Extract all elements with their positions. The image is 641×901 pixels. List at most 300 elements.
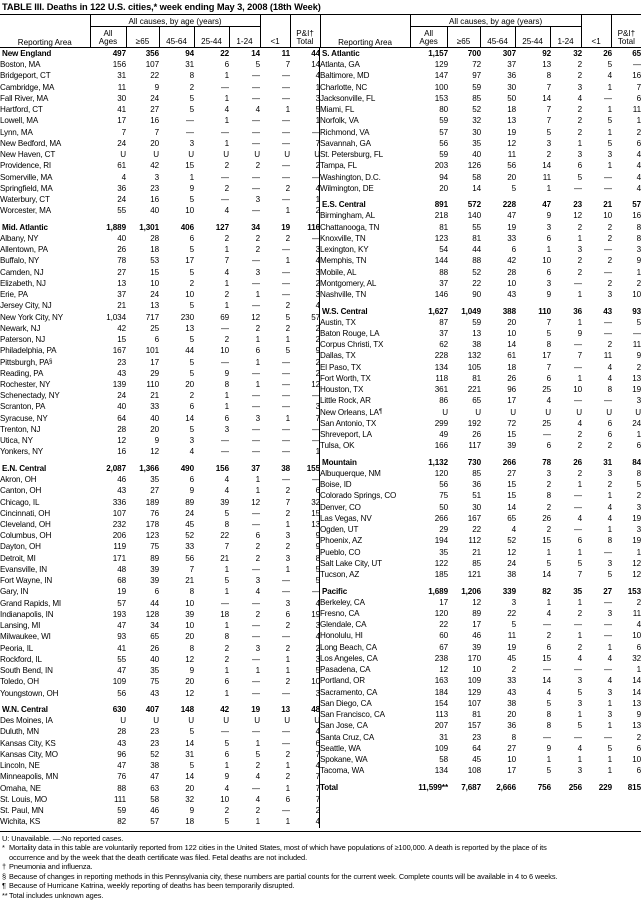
cell-age-25-44: 1 <box>224 245 229 255</box>
cell-age-under-1: — <box>282 138 290 148</box>
reporting-area-cell: Springfield, MA <box>0 183 53 193</box>
cell-pi-total: 12 <box>632 570 641 580</box>
cell-age-45-64: 3 <box>511 597 516 607</box>
cell-age-under-1: 13 <box>281 704 290 714</box>
cell-all-ages: 139 <box>112 379 126 389</box>
cell-age-65-plus: 15 <box>150 267 159 277</box>
cell-age-1-24: 3 <box>577 766 582 776</box>
table-row <box>0 93 320 104</box>
reporting-area-cell: New England <box>2 49 52 58</box>
cell-age-65-plus: 730 <box>467 457 481 467</box>
cell-pi-total: 10 <box>632 755 641 765</box>
table-row <box>0 59 320 70</box>
cell-age-65-plus: 53 <box>150 256 159 266</box>
footnote-marker: ¶ <box>378 407 383 415</box>
header-label-row <box>0 27 641 48</box>
cell-all-ages: 171 <box>112 553 126 563</box>
cell-pi-total: 9 <box>636 351 641 361</box>
reporting-area-cell: Kansas City, MO <box>0 749 58 759</box>
cell-age-25-44: 5 <box>546 766 551 776</box>
cell-pi-total: 8 <box>636 222 641 232</box>
cell-age-1-24: 35 <box>573 586 582 596</box>
cell-age-25-44: 14 <box>542 161 551 171</box>
cell-age-45-64: 8 <box>511 732 516 742</box>
cell-age-under-1: 1 <box>285 564 290 574</box>
cell-age-1-24: — <box>252 727 260 737</box>
cell-pi-total: 4 <box>315 598 320 608</box>
cell-age-25-44: 1 <box>224 666 229 676</box>
cell-age-45-64: 266 <box>502 457 516 467</box>
cell-all-ages: 27 <box>117 267 126 277</box>
reporting-area-cell: Las Vegas, NV <box>320 513 372 523</box>
table-row <box>320 720 641 731</box>
cell-all-ages: 299 <box>434 418 448 428</box>
table-row <box>0 726 320 737</box>
table-row <box>0 194 320 205</box>
cell-age-45-64: 490 <box>180 463 194 473</box>
cell-age-25-44: 156 <box>215 463 229 473</box>
reporting-area-cell: Portland, OR <box>320 676 365 686</box>
cell-age-25-44: 6 <box>546 441 551 451</box>
cell-age-25-44: 2 <box>546 525 551 535</box>
cell-age-45-64: 2 <box>189 82 194 92</box>
cell-pi-total: 9 <box>315 346 320 356</box>
header-span-row <box>0 15 641 27</box>
table-row <box>0 715 320 726</box>
cell-age-65-plus: 57 <box>150 817 159 827</box>
cell-all-ages: 11,599** <box>418 782 448 792</box>
cell-age-25-44: 8 <box>546 71 551 81</box>
cell-age-25-44: 5 <box>546 698 551 708</box>
cell-age-under-1: 1 <box>285 413 290 423</box>
cell-age-25-44: 14 <box>542 676 551 686</box>
cell-all-ages: 43 <box>117 738 126 748</box>
reporting-area-header-left: Reporting Area <box>17 38 72 47</box>
table-row <box>0 609 320 620</box>
cell-age-65-plus: 178 <box>145 519 159 529</box>
cell-pi-total: 2 <box>636 362 641 372</box>
cell-age-65-plus: 170 <box>467 653 481 663</box>
cell-age-under-1: 11 <box>281 49 290 58</box>
cell-age-1-24: 2 <box>577 609 582 618</box>
cell-age-under-1: 2 <box>285 542 290 552</box>
cell-age-65-plus: 81 <box>472 233 481 243</box>
cell-age-45-64: U <box>510 407 516 417</box>
cell-age-under-1: 1 <box>285 783 290 793</box>
cell-age-65-plus: 22 <box>150 71 159 81</box>
table-row <box>320 183 641 194</box>
cell-age-65-plus: 52 <box>150 749 159 759</box>
cell-age-under-1: — <box>282 195 290 205</box>
cell-pi-total: 1 <box>636 547 641 557</box>
cell-pi-total: 1 <box>636 430 641 440</box>
cell-age-65-plus: 21 <box>472 547 481 557</box>
cell-age-25-44: 22 <box>220 49 229 58</box>
cell-age-65-plus: 1,049 <box>461 306 481 316</box>
cell-age-65-plus: 39 <box>150 576 159 586</box>
cell-all-ages: 232 <box>112 519 126 529</box>
cell-age-25-44: 5 <box>224 817 229 827</box>
cell-age-under-1: 1 <box>607 698 612 708</box>
table-row <box>0 794 320 805</box>
region-row <box>0 48 320 59</box>
table-row <box>320 513 641 524</box>
cell-age-65-plus: 30 <box>472 502 481 512</box>
cell-age-1-24: 3 <box>577 150 582 160</box>
cell-age-25-44: U <box>223 716 229 726</box>
reporting-area-cell: San Jose, CA <box>320 721 368 731</box>
cell-age-25-44: 4 <box>224 267 229 277</box>
cell-pi-total: 11 <box>632 105 641 115</box>
cell-age-under-1: 1 <box>285 105 290 115</box>
cell-age-45-64: 27 <box>507 469 516 478</box>
table-row <box>0 435 320 446</box>
cell-age-1-24: — <box>252 436 260 446</box>
cell-age-65-plus: 30 <box>472 127 481 137</box>
reporting-area-cell: Shreveport, LA <box>320 430 372 440</box>
cell-all-ages: 266 <box>434 513 448 523</box>
cell-age-25-44: 5 <box>224 508 229 518</box>
reporting-area-cell: Jersey City, NJ <box>0 301 52 311</box>
cell-age-25-44: — <box>221 436 229 446</box>
cell-age-45-64: 6 <box>189 402 194 412</box>
cell-all-ages: 29 <box>439 525 448 535</box>
cell-age-25-44: 1 <box>224 301 229 311</box>
reporting-area-cell: Erie, PA <box>0 290 28 300</box>
cell-all-ages: 46 <box>117 475 126 485</box>
cell-age-45-64: — <box>186 127 194 137</box>
cell-age-65-plus: U <box>153 716 159 726</box>
cell-age-25-44: 1 <box>224 391 229 401</box>
col-header-under1-right: <1 <box>581 27 611 48</box>
cell-age-45-64: 2 <box>189 391 194 401</box>
cell-age-1-24: 1 <box>577 597 582 607</box>
cell-age-under-1: — <box>604 317 612 327</box>
cell-age-45-64: 5 <box>189 105 194 115</box>
cell-age-65-plus: 81 <box>472 373 481 383</box>
cell-all-ages: 40 <box>117 233 126 243</box>
cell-age-25-44: 3 <box>546 469 551 478</box>
cell-age-65-plus: 107 <box>145 60 159 70</box>
cell-age-65-plus: 85 <box>472 558 481 568</box>
cell-age-65-plus: 33 <box>150 402 159 412</box>
table-row <box>0 688 320 699</box>
cell-age-25-44: 15 <box>542 536 551 546</box>
cell-age-1-24: — <box>252 301 260 311</box>
table-row <box>320 350 641 361</box>
cell-age-45-64: 13 <box>507 116 516 126</box>
col-header-pi-total-right: P&I† Total <box>611 27 641 48</box>
reporting-area-cell: Peoria, IL <box>0 643 34 653</box>
cell-all-ages: 47 <box>117 761 126 771</box>
cell-age-65-plus: 51 <box>472 491 481 501</box>
region-row <box>320 457 641 468</box>
cell-age-1-24: 12 <box>251 312 260 322</box>
cell-age-25-44: 47 <box>542 200 551 210</box>
cell-age-25-44: 2 <box>224 233 229 243</box>
cell-age-25-44: 3 <box>546 222 551 232</box>
cell-age-under-1: — <box>604 267 612 277</box>
cell-age-45-64: 65 <box>507 513 516 523</box>
cell-age-1-24: — <box>574 525 582 535</box>
table-row <box>0 312 320 323</box>
cell-age-25-44: 2 <box>224 806 229 816</box>
cell-age-25-44: 1 <box>546 183 551 193</box>
cell-pi-total: 12 <box>311 379 320 389</box>
reporting-area-cell: Long Beach, CA <box>320 642 377 652</box>
cell-all-ages: U <box>120 150 126 160</box>
cell-age-1-24: — <box>252 598 260 608</box>
cell-age-65-plus: 17 <box>472 620 481 630</box>
cell-all-ages: 35 <box>439 547 448 557</box>
table-row <box>0 553 320 564</box>
cell-age-1-24: — <box>252 402 260 412</box>
cell-age-under-1: 8 <box>607 536 612 546</box>
cell-pi-total: 7 <box>636 82 641 92</box>
cell-pi-total: 1 <box>636 665 641 675</box>
cell-age-1-24: — <box>574 665 582 675</box>
cell-age-65-plus: 44 <box>150 598 159 608</box>
cell-age-25-44: 42 <box>220 704 229 714</box>
reporting-area-cell: New Haven, CT <box>0 150 56 160</box>
reporting-area-cell: Lowell, MA <box>0 116 39 126</box>
cell-age-65-plus: 12 <box>150 447 159 457</box>
cell-age-25-44: 1 <box>224 402 229 412</box>
table-row <box>320 440 641 451</box>
cell-all-ages: 58 <box>439 755 448 765</box>
cell-all-ages: 21 <box>117 301 126 311</box>
cell-age-65-plus: 25 <box>150 323 159 333</box>
reporting-area-cell: Fort Worth, TX <box>320 373 371 383</box>
table-row <box>0 401 320 412</box>
cell-age-1-24: 2 <box>255 245 260 255</box>
cell-age-1-24: 1 <box>577 710 582 720</box>
cell-all-ages: 218 <box>434 211 448 221</box>
reporting-area-cell: Albuquerque, NM <box>320 469 381 478</box>
cell-pi-total: U <box>314 716 320 726</box>
spacer-cell-left-2 <box>260 15 290 27</box>
cell-age-25-44: 1 <box>224 93 229 103</box>
reporting-area-cell: Akron, OH <box>0 475 37 485</box>
table-row <box>320 384 641 395</box>
reporting-area-cell: Wilmington, DE <box>320 183 374 193</box>
cell-age-1-24: — <box>574 340 582 350</box>
cell-all-ages: 55 <box>117 654 126 664</box>
cell-age-under-1: 1 <box>285 654 290 664</box>
cell-all-ages: 93 <box>117 632 126 642</box>
cell-age-45-64: 11 <box>507 150 516 160</box>
cell-age-65-plus: 16 <box>150 116 159 126</box>
cell-age-1-24: 3 <box>577 82 582 92</box>
cell-age-65-plus: 36 <box>472 480 481 490</box>
cell-all-ages: 129 <box>434 60 448 70</box>
reporting-area-cell: St. Petersburg, FL <box>320 150 383 160</box>
cell-age-under-1: — <box>604 547 612 557</box>
cell-pi-total: 8 <box>315 553 320 563</box>
cell-age-65-plus: 29 <box>150 368 159 378</box>
table-row <box>320 709 641 720</box>
cell-age-under-1: 3 <box>607 609 612 618</box>
cell-age-1-24: 1 <box>255 738 260 748</box>
cell-age-25-44: 3 <box>546 138 551 148</box>
cell-age-25-44: — <box>221 127 229 137</box>
cell-age-under-1: — <box>282 161 290 171</box>
cell-age-under-1: — <box>282 402 290 412</box>
cell-age-1-24: 26 <box>573 457 582 467</box>
cell-pi-total: 4 <box>636 161 641 171</box>
cell-pi-total: 9 <box>315 531 320 541</box>
cell-age-45-64: 9 <box>189 666 194 676</box>
reporting-area-cell: San Antonio, TX <box>320 418 377 428</box>
region-row <box>0 463 320 474</box>
cell-age-65-plus: 221 <box>467 385 481 395</box>
cell-age-45-64: 5 <box>511 620 516 630</box>
cell-age-under-1: — <box>282 290 290 300</box>
cell-age-1-24: U <box>254 150 260 160</box>
table-row <box>320 664 641 675</box>
reporting-area-cell: Baton Rouge, LA <box>320 329 380 338</box>
reporting-area-cell: Omaha, NE <box>0 783 41 793</box>
reporting-area-cell: Glendale, CA <box>320 620 367 630</box>
reporting-area-cell: Detroit, MI <box>0 553 36 563</box>
cell-age-1-24: 4 <box>255 587 260 597</box>
cell-pi-total: 5 <box>636 317 641 327</box>
cell-age-25-44: — <box>543 665 551 675</box>
cell-age-under-1: 2 <box>285 621 290 631</box>
cell-all-ages: 120 <box>434 469 448 478</box>
cell-pi-total: 2 <box>315 357 320 367</box>
reporting-area-cell: Worcester, MA <box>0 206 51 216</box>
cell-all-ages: 185 <box>434 570 448 580</box>
cell-age-45-64: 20 <box>185 783 194 793</box>
cell-age-1-24: 5 <box>577 558 582 568</box>
cell-age-25-44: 1 <box>224 621 229 631</box>
cell-age-under-1: — <box>604 396 612 406</box>
cell-age-1-24: 6 <box>577 161 582 171</box>
cell-age-25-44: 5 <box>546 127 551 137</box>
reporting-area-cell: Knoxville, TN <box>320 233 366 243</box>
cell-pi-total: 13 <box>632 698 641 708</box>
cell-pi-total: 4 <box>315 632 320 642</box>
cell-age-under-1: — <box>604 93 612 103</box>
cell-age-under-1: 2 <box>285 301 290 311</box>
cell-pi-total: 6 <box>636 138 641 148</box>
cell-pi-total: 815 <box>627 782 641 792</box>
cell-age-45-64: 42 <box>507 256 516 266</box>
footnote-mark: * <box>2 843 5 853</box>
cell-age-1-24: 3 <box>255 267 260 277</box>
cell-age-1-24: 1 <box>255 335 260 345</box>
cell-age-25-44: 4 <box>546 687 551 697</box>
table-row <box>0 390 320 401</box>
reporting-area-cell: Utica, NY <box>0 436 33 446</box>
cell-age-25-44: 92 <box>542 49 551 58</box>
cell-age-45-64: 10 <box>185 621 194 631</box>
cell-age-1-24: 14 <box>251 49 260 58</box>
cell-age-25-44: 22 <box>220 531 229 541</box>
cell-age-25-44: 9 <box>546 211 551 221</box>
cell-pi-total: 12 <box>632 558 641 568</box>
cell-age-45-64: 5 <box>189 245 194 255</box>
table-row <box>320 127 641 138</box>
table-row <box>0 771 320 782</box>
cell-all-ages: 15 <box>117 335 126 345</box>
cell-age-25-44: 4 <box>224 783 229 793</box>
cell-pi-total: 6 <box>636 93 641 103</box>
spacer-cell-right <box>320 15 410 27</box>
cell-age-under-1: — <box>604 172 612 182</box>
cell-age-45-64: 2,666 <box>496 782 516 792</box>
cell-pi-total: 13 <box>632 373 641 383</box>
left-data-table <box>0 48 320 828</box>
right-panel <box>320 48 641 828</box>
cell-all-ages: 64 <box>117 413 126 423</box>
reporting-area-cell: Lincoln, NE <box>0 761 40 771</box>
reporting-area-cell: Canton, OH <box>0 486 42 496</box>
table-row <box>0 104 320 115</box>
cell-age-under-1: — <box>282 447 290 457</box>
cell-all-ages: 37 <box>439 278 448 288</box>
cell-age-45-64: 94 <box>185 49 194 58</box>
cell-pi-total: 19 <box>632 536 641 546</box>
cell-all-ages: 119 <box>113 542 126 552</box>
cell-age-25-44: 7 <box>224 256 229 266</box>
cell-age-65-plus: 40 <box>150 654 159 664</box>
cell-all-ages: 19 <box>117 587 126 597</box>
cell-pi-total: 6 <box>636 743 641 753</box>
cell-age-1-24: — <box>252 519 260 529</box>
reporting-area-cell: Kansas City, KS <box>0 738 56 748</box>
cell-age-1-24: — <box>574 278 582 288</box>
cell-pi-total: 2 <box>315 161 320 171</box>
cell-age-1-24: 1 <box>255 357 260 367</box>
cell-age-25-44: U <box>545 407 551 417</box>
cell-all-ages: 1,627 <box>428 306 448 316</box>
cell-age-25-44: U <box>223 150 229 160</box>
table-row <box>0 816 320 827</box>
cell-age-45-64: 11 <box>507 631 516 641</box>
reporting-area-cell: Lexington, KY <box>320 245 369 255</box>
cell-age-65-plus: 75 <box>150 677 159 687</box>
cell-all-ages: 56 <box>439 480 448 490</box>
cell-age-45-64: 10 <box>507 329 516 338</box>
cell-age-1-24: — <box>574 362 582 372</box>
cell-age-45-64: 19 <box>507 127 516 137</box>
cell-all-ages: 167 <box>112 346 126 356</box>
region-row <box>320 306 641 317</box>
table-row <box>0 127 320 138</box>
cell-pi-total: 11 <box>632 340 641 350</box>
cell-age-1-24: — <box>252 71 260 81</box>
table-row <box>0 575 320 586</box>
cell-age-under-1: 4 <box>607 653 612 663</box>
cell-age-45-64: 2 <box>511 665 516 675</box>
cell-age-65-plus: U <box>475 407 481 417</box>
cell-age-45-64: 6 <box>189 233 194 243</box>
table-row <box>0 379 320 390</box>
cell-age-45-64: 15 <box>185 161 194 171</box>
table-row <box>0 783 320 794</box>
cell-pi-total: 1 <box>315 195 320 205</box>
cell-age-1-24: 2 <box>255 233 260 243</box>
reporting-area-cell: Ogden, UT <box>320 525 359 535</box>
cell-age-under-1: — <box>282 278 290 288</box>
cell-pi-total: 48 <box>311 704 320 714</box>
left-rows <box>0 48 320 828</box>
cell-all-ages: 122 <box>434 558 448 568</box>
cell-age-under-1: 1 <box>607 82 612 92</box>
reporting-area-cell: Pasadena, CA <box>320 665 371 675</box>
